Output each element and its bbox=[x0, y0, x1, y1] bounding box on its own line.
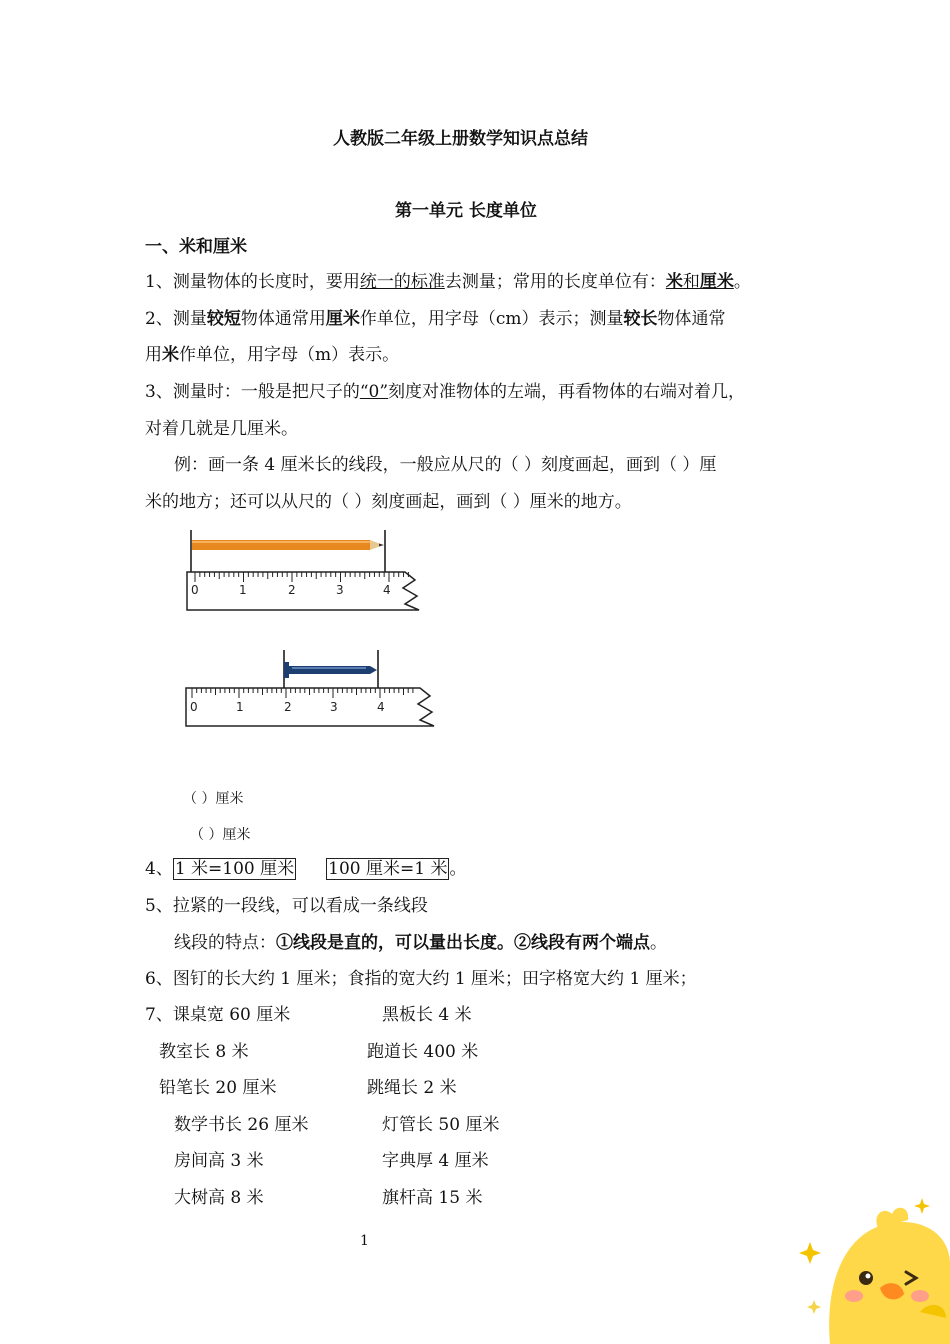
boxed-formula: 1 米=100 厘米 bbox=[174, 859, 295, 879]
ruler-label: 0 bbox=[190, 700, 198, 714]
paragraph-1 bbox=[145, 271, 751, 293]
paragraph-3 bbox=[145, 381, 745, 403]
text: 作单位，用字母（cm）表示；测量 bbox=[359, 309, 624, 329]
sparkle-icon bbox=[807, 1300, 821, 1314]
paragraph-2-cont bbox=[145, 344, 399, 366]
list-item: 灯管长 50 厘米 bbox=[382, 1115, 500, 1135]
mascot-body bbox=[829, 1222, 950, 1344]
ruler-label: 0 bbox=[191, 583, 199, 597]
list-item: 教室长 8 米 bbox=[159, 1042, 249, 1062]
mascot-watermark bbox=[780, 1184, 950, 1344]
text: 去测量；常用的长度单位有： bbox=[444, 272, 666, 292]
text: 物体通常 bbox=[657, 309, 726, 329]
doc-title: 人教版二年级上册数学知识点总结 bbox=[333, 129, 588, 149]
text-underlined: 统一的标准 bbox=[359, 272, 445, 292]
text-bold: 米 bbox=[665, 272, 683, 292]
text: 4、 bbox=[145, 859, 173, 879]
text: 2、测量 bbox=[145, 309, 207, 329]
page-number: 1 bbox=[360, 1233, 369, 1249]
ruler-figure-pencil bbox=[183, 528, 433, 618]
ruler-label: 1 bbox=[239, 583, 247, 597]
nail-body bbox=[289, 666, 377, 674]
text-bold: 较短 bbox=[206, 309, 241, 329]
text-bold: 米 bbox=[162, 345, 179, 365]
text: 3、测量时：一般是把尺子的 bbox=[145, 382, 360, 402]
list-item: 大树高 8 米 bbox=[174, 1188, 264, 1208]
text: 和 bbox=[682, 272, 700, 292]
text: 。 bbox=[733, 272, 751, 292]
example-line-1: 例：画一条 4 厘米长的线段，一般应从尺的（ ）刻度画起，画到（ ）厘 bbox=[174, 455, 717, 475]
text: 刻度对准物体的左端，再看物体的右端对着几， bbox=[388, 382, 746, 402]
paragraph-6: 6、图钉的长大约 1 厘米；食指的宽大约 1 厘米；田字格宽大约 1 厘米； bbox=[145, 969, 697, 989]
mascot-cheek bbox=[845, 1290, 863, 1302]
ruler-label: 2 bbox=[284, 700, 292, 714]
mascot-eye-shine bbox=[866, 1274, 871, 1279]
text: 线段的特点： bbox=[174, 933, 276, 953]
list-item: 字典厚 4 厘米 bbox=[382, 1151, 489, 1171]
ruler-label: 4 bbox=[383, 583, 391, 597]
text: 物体通常用 bbox=[240, 309, 326, 329]
text-bold: ①线段是直的，可以量出长度。②线段有两个端点 bbox=[276, 933, 650, 953]
paragraph-3-cont: 对着几就是几厘米。 bbox=[145, 419, 298, 439]
text: 作单位，用字母（m）表示。 bbox=[179, 345, 400, 365]
ruler-label: 3 bbox=[336, 583, 344, 597]
ruler-label: 3 bbox=[330, 700, 338, 714]
ruler-figure-nail bbox=[180, 648, 440, 738]
ruler-label: 1 bbox=[236, 700, 244, 714]
paragraph-4 bbox=[145, 858, 466, 880]
answer-blank-1: （ ）厘米 bbox=[183, 791, 244, 807]
text: 。 bbox=[449, 859, 467, 879]
paragraph-2 bbox=[145, 308, 725, 330]
answer-blank-2: （ ）厘米 bbox=[190, 827, 251, 843]
ruler-label: 2 bbox=[288, 583, 296, 597]
example-line-2: 米的地方；还可以从尺的（ ）刻度画起，画到（ ）厘米的地方。 bbox=[145, 492, 632, 512]
list-item: 房间高 3 米 bbox=[174, 1151, 264, 1171]
text-bold: 厘米 bbox=[325, 309, 360, 329]
list-item: 跑道长 400 米 bbox=[367, 1042, 479, 1062]
text-bold: 较长 bbox=[623, 309, 658, 329]
list-item: 跳绳长 2 米 bbox=[367, 1078, 457, 1098]
mascot-eye bbox=[859, 1271, 873, 1285]
text-underlined: “0” bbox=[359, 382, 389, 402]
list-item: 7、课桌宽 60 厘米 bbox=[145, 1005, 291, 1025]
list-item: 数学书长 26 厘米 bbox=[174, 1115, 309, 1135]
list-item: 旗杆高 15 米 bbox=[382, 1188, 483, 1208]
paragraph-5-cont bbox=[174, 932, 667, 954]
paragraph-5: 5、拉紧的一段线，可以看成一条线段 bbox=[145, 896, 428, 916]
boxed-formula: 100 厘米=1 米 bbox=[328, 859, 448, 879]
text-bold: 厘米 bbox=[699, 272, 734, 292]
mascot-cheek bbox=[911, 1290, 929, 1302]
unit-title: 第一单元 长度单位 bbox=[395, 201, 537, 221]
section-heading: 一、米和厘米 bbox=[145, 237, 247, 257]
list-item: 铅笔长 20 厘米 bbox=[159, 1078, 277, 1098]
text: 1、测量物体的长度时，要用 bbox=[145, 272, 360, 292]
pencil-lead bbox=[379, 544, 384, 547]
sparkle-icon bbox=[914, 1198, 930, 1214]
text: 用 bbox=[145, 345, 162, 365]
ruler-label: 4 bbox=[377, 700, 385, 714]
text: 。 bbox=[650, 933, 667, 953]
nail-head bbox=[284, 662, 289, 678]
list-item: 黑板长 4 米 bbox=[382, 1005, 472, 1025]
sparkle-icon bbox=[799, 1242, 821, 1264]
